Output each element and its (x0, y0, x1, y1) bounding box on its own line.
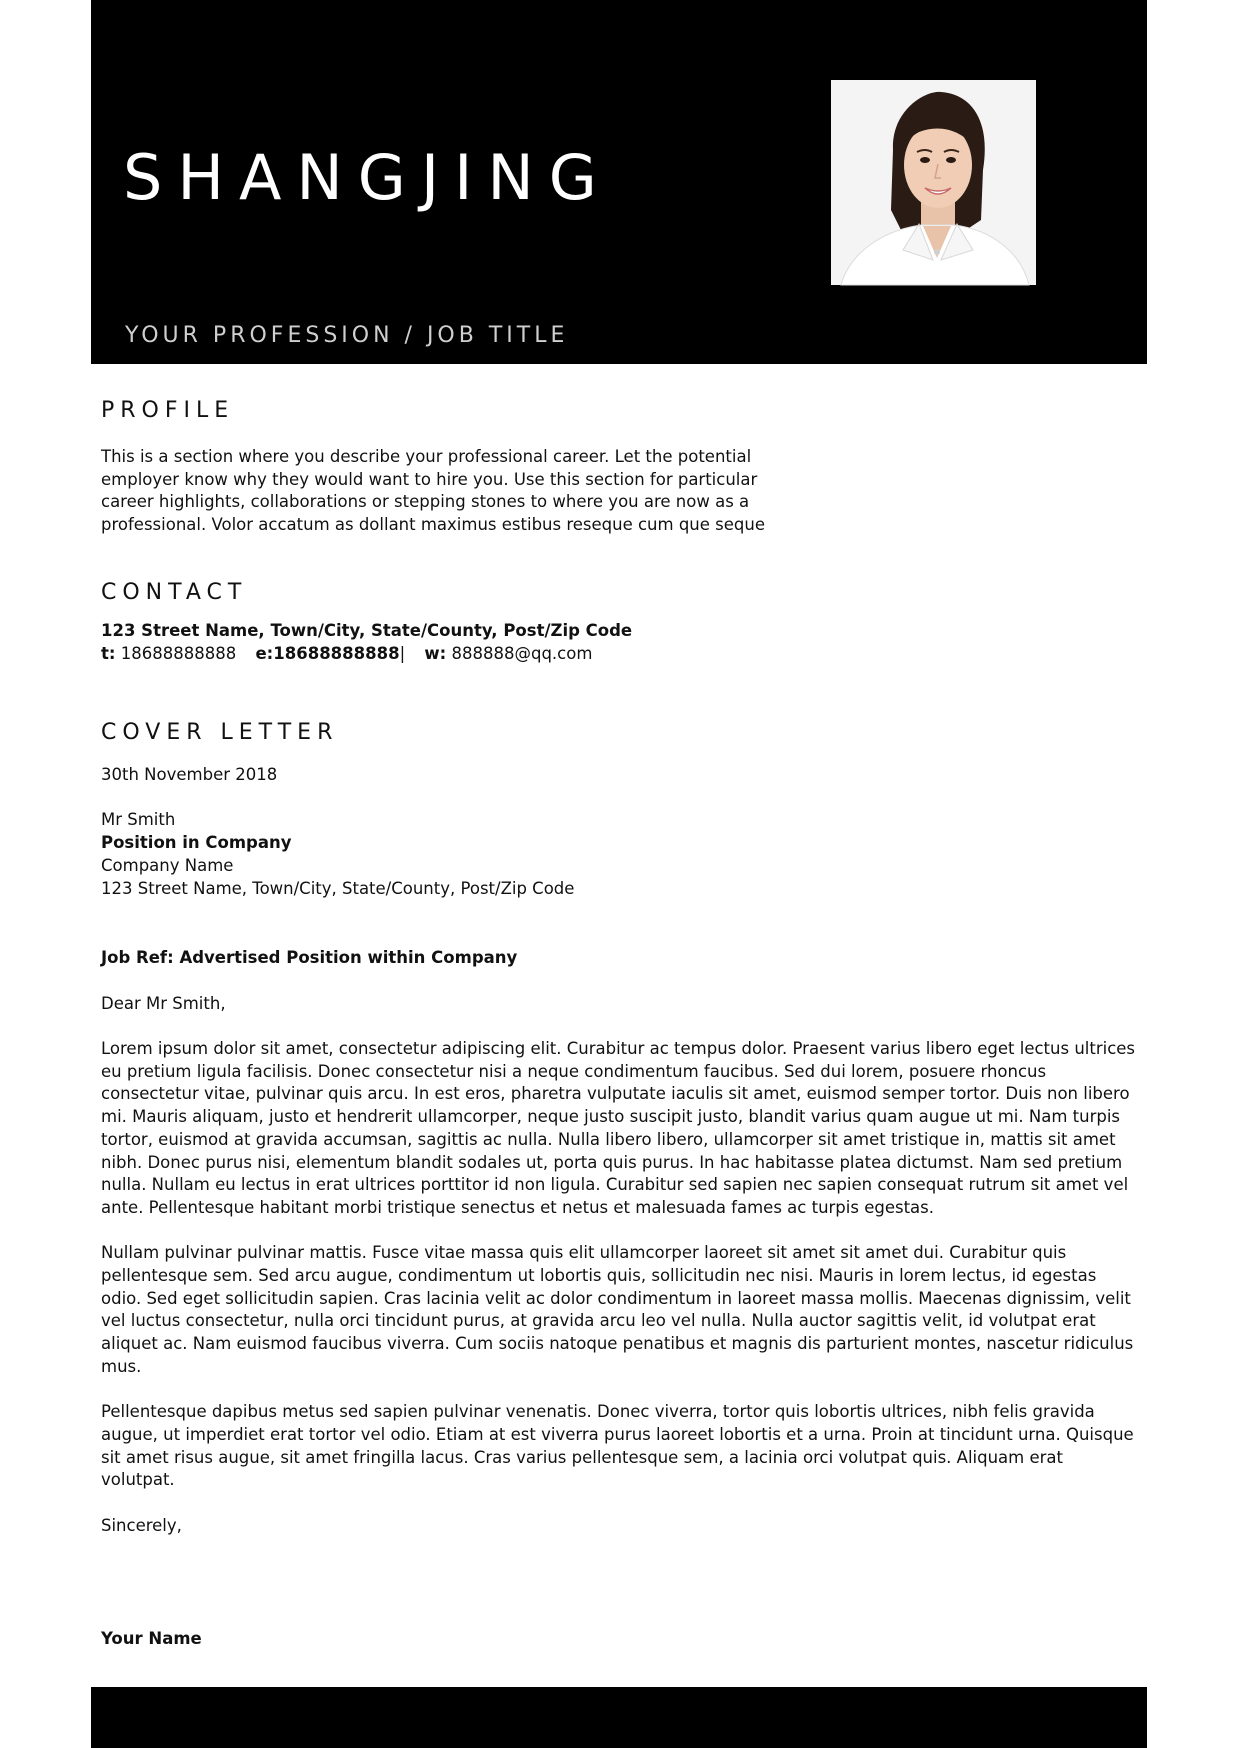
recipient-block (101, 809, 1141, 900)
recipient-name: Mr Smith (101, 810, 176, 830)
header-banner (91, 0, 1147, 364)
job-title: YOUR PROFESSION / JOB TITLE (125, 323, 569, 348)
signer-name: Your Name (101, 1629, 202, 1648)
contact-details: t: 18688888888 e:18688888888| w: 888888@qq.com (101, 643, 593, 663)
greeting: Dear Mr Smith, (101, 993, 226, 1013)
letter-date: 30th November 2018 (101, 765, 278, 784)
contact-block (101, 620, 1001, 663)
recipient-position: Position in Company (101, 833, 292, 853)
email-label: e: (255, 643, 274, 663)
closing: Sincerely, (101, 1515, 182, 1535)
cover-letter-heading: COVER LETTER (101, 720, 339, 745)
profile-text: This is a section where you describe your professional career. Let the potential employer know why they would want to hire you. Use this section for particular career highlights, collaborations or stepping stones to where you are now as a professional. Volor accatum as dollant maximus estibus reseque cum que seque (101, 447, 765, 534)
company-address: 123 Street Name, Town/City, State/County, Post/Zip Code (101, 878, 575, 898)
candidate-name: SHANGJING (123, 141, 612, 214)
portrait-image (831, 80, 1036, 285)
email-value: 18688888888 (273, 643, 400, 663)
contact-address: 123 Street Name, Town/City, State/County, Post/Zip Code (101, 621, 633, 640)
profile-photo (831, 80, 1036, 285)
cover-letter-body (101, 764, 1141, 1537)
footer-bar (91, 1687, 1147, 1748)
phone-value: 18688888888 (120, 643, 237, 663)
phone-label: t: (101, 643, 116, 663)
profile-heading: PROFILE (101, 398, 235, 423)
contact-heading: CONTACT (101, 580, 248, 605)
letter-paragraph: Pellentesque dapibus metus sed sapien pulvinar venenatis. Donec viverra, tortor quis lobortis ultrices, nibh felis gravida augue, ut imperdiet erat tortor vel odio. Etiam at est viverra purus laoreet lobortis et a urna. Proin at tincidunt urna. Quisque sit amet risus augue, sit amet fringilla lacus. Cras varius pellentesque sem, a lacinia orci volutpat quis. Aliquam erat volutpat. (101, 1402, 1134, 1490)
job-reference: Job Ref: Advertised Position within Company (101, 948, 518, 968)
letter-paragraph: Lorem ipsum dolor sit amet, consectetur adipiscing elit. Curabitur ac tempus dolor. Praesent varius libero eget lectus ultrices eu pretium ligula facilisis. Donec consectetur nisi a neque condimentum faucibus. Sed dui lorem, posuere rhoncus consectetur vitae, pulvinar quis arcu. In est eros, pharetra vulputate iaculis sit amet, euismod semper tortor. Duis non libero mi. Mauris aliquam, justo et hendrerit ullamcorper, neque justo suscipit justo, blandit varius quam augue ut mi. Nam turpis tortor, euismod at gravida accumsan, sagittis ac nulla. Nulla libero libero, ullamcorper sit amet tristique in, mattis sit amet nibh. Donec purus nisi, elementum blandit sodales ut, porta quis purus. In hac habitasse platea dictumst. Nam sed pretium nulla. Nullam eu lectus in erat ultrices porttitor id non ligula. Curabitur sed sapien nec sapien consequat rutrum sit amet vel ante. Pellentesque habitant morbi tristique senectus et netus et malesuada fames ac turpis egestas. (101, 1038, 1136, 1217)
company-name: Company Name (101, 855, 234, 875)
web-value: 888888@qq.com (451, 643, 593, 663)
letter-paragraph: Nullam pulvinar pulvinar mattis. Fusce vitae massa quis elit ullamcorper laoreet sit amet sit amet dui. Curabitur quis pellentesque sem. Sed arcu augue, condimentum ut lobortis quis, sollicitudin nec nisi. Mauris in lorem lectus, id egestas odio. Sed eget sollicitudin sapien. Cras lacinia velit ac dolor condimentum in laoreet massa mollis. Maecenas dignissim, velit vel luctus consectetur, nulla orci tincidunt purus, at gravida arcu leo vel nulla. Nulla auctor sagittis velit, id volutpat erat aliquet ac. Nam euismod faucibus viverra. Cum sociis natoque penatibus et magnis dis parturient montes, nascetur ridiculus mus. (101, 1243, 1134, 1376)
web-label: w: (424, 643, 447, 663)
